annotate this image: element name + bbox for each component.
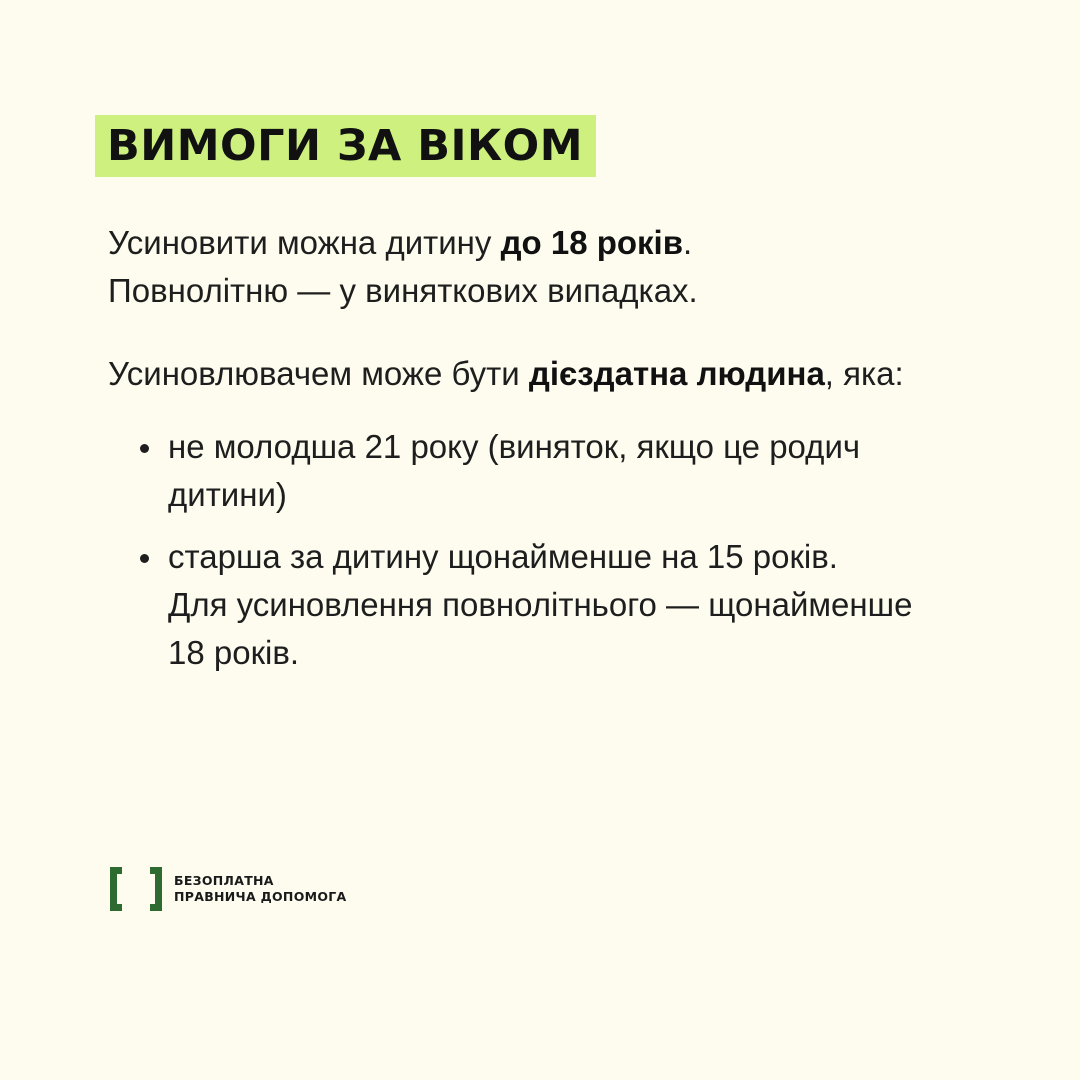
intro-line-1: Усиновити можна дитину до 18 років. (108, 224, 693, 261)
page-title: ВИМОГИ ЗА ВІКОМ (107, 120, 584, 171)
intro-paragraph (108, 219, 698, 315)
list-item: старша за дитину щонайменше на 15 років. Для усиновлення повнолітнього — щонайменше 18 років. (108, 533, 1028, 677)
adopter-bold: дієздатна людина (528, 355, 825, 392)
bullet-dot-icon (140, 444, 149, 453)
bracket-logo-icon (108, 866, 164, 912)
intro-line-2: Повнолітню — у виняткових випадках. (108, 272, 698, 309)
logo-text: БЕЗОПЛАТНА ПРАВНИЧА ДОПОМОГА (174, 873, 347, 904)
bullet-dot-icon (140, 554, 149, 563)
list-item: не молодша 21 року (виняток, якщо це родич дитини) (108, 423, 1028, 519)
adopter-paragraph: Усиновлювачем може бути дієздатна людина, яка: (108, 355, 904, 392)
intro-bold-age: до 18 років (500, 224, 684, 261)
requirements-list (108, 423, 1028, 691)
title-highlight (95, 115, 596, 177)
logo (108, 866, 347, 912)
